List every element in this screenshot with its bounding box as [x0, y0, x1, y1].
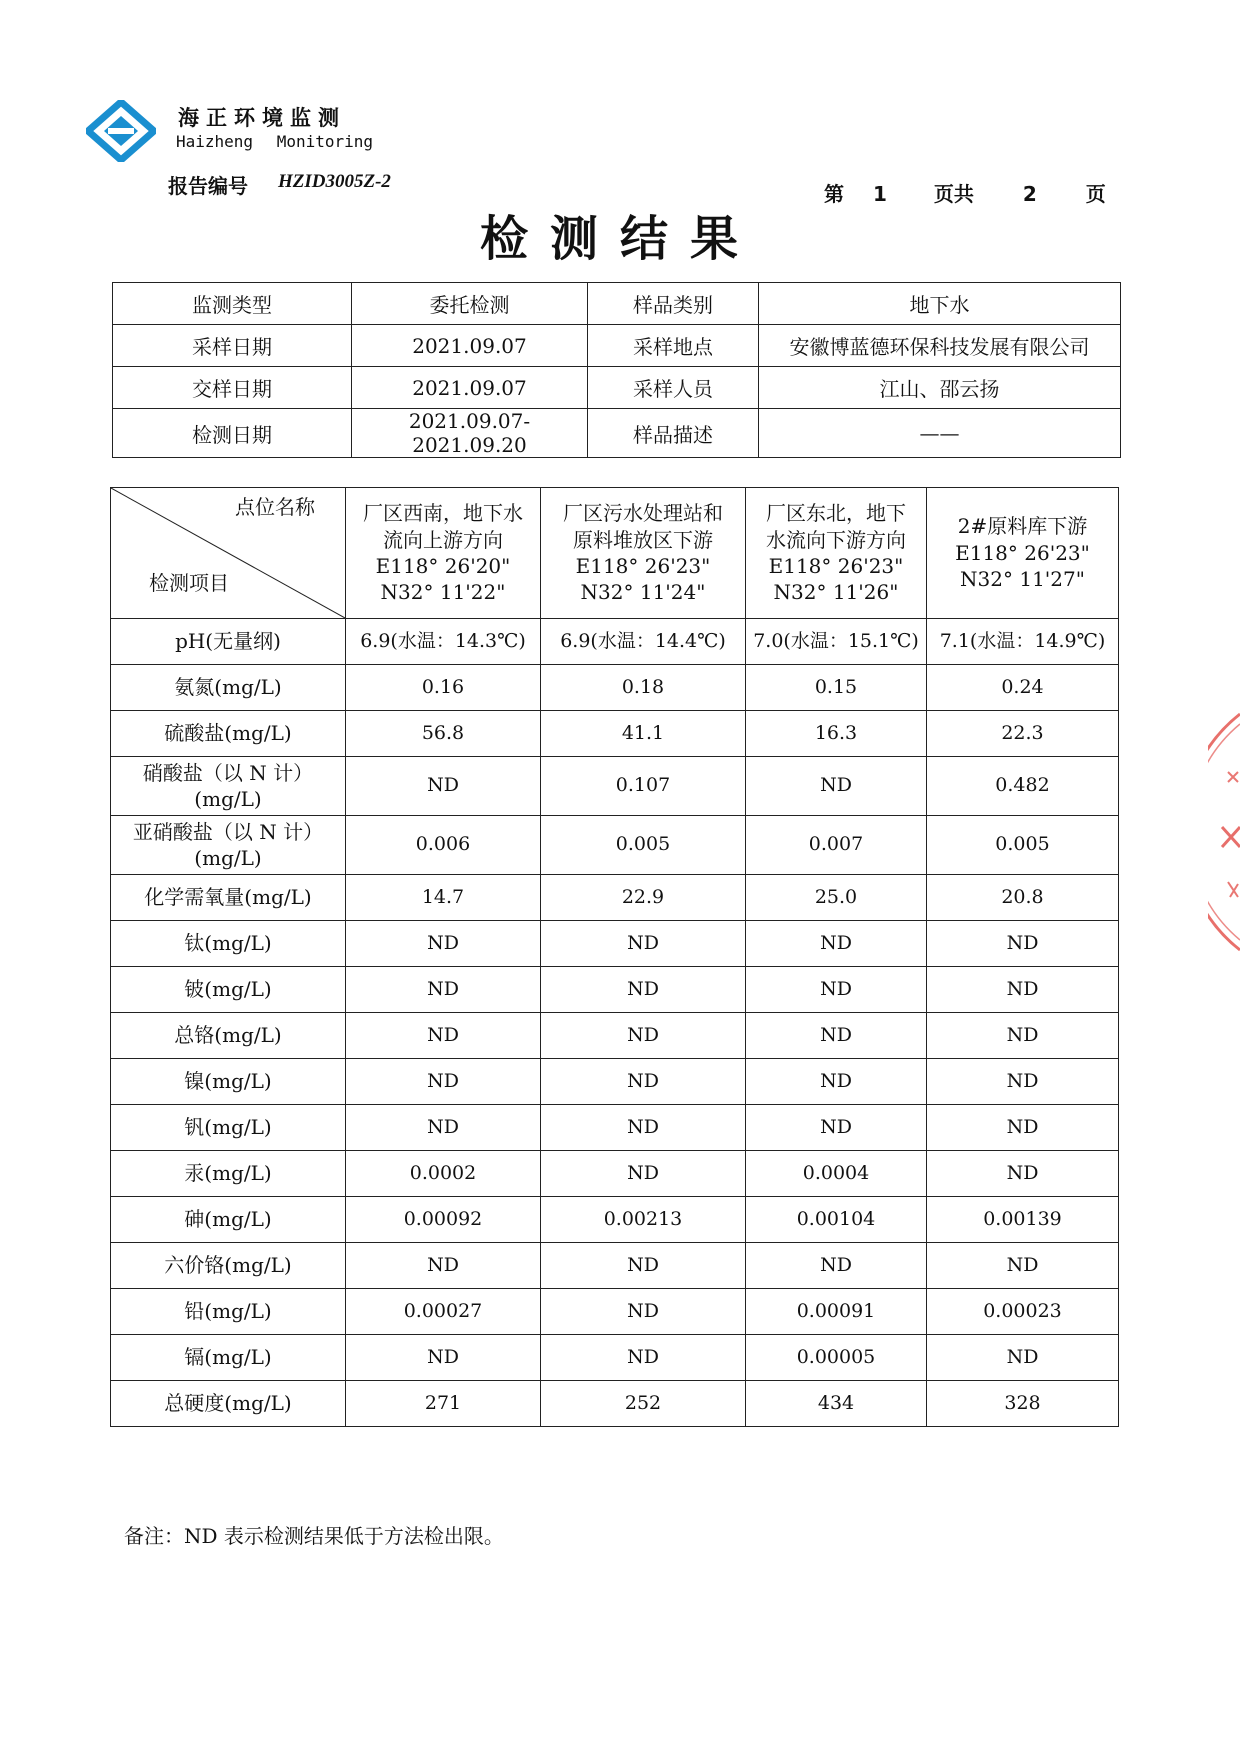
parameter-line: 化学需氧量(mg/L)	[144, 885, 312, 910]
page-current: 1	[872, 182, 887, 206]
result-value: 22.3	[927, 711, 1119, 757]
corner-cell	[111, 488, 346, 619]
result-value: ND	[346, 1059, 541, 1105]
header-line: E118° 26'23"	[955, 540, 1090, 565]
info-value: 2021.09.07	[352, 325, 588, 367]
info-value: 委托检测	[352, 283, 588, 325]
result-value: 0.15	[746, 665, 927, 711]
result-row	[111, 875, 1119, 921]
result-value: ND	[927, 1059, 1119, 1105]
result-value: ND	[346, 1013, 541, 1059]
result-row	[111, 1105, 1119, 1151]
result-value: ND	[746, 757, 927, 816]
result-row	[111, 1243, 1119, 1289]
result-row	[111, 665, 1119, 711]
info-label: 监测类型	[113, 283, 352, 325]
result-value: ND	[346, 1335, 541, 1381]
info-label: 采样人员	[588, 367, 759, 409]
result-value: ND	[927, 921, 1119, 967]
parameter-line: 铅(mg/L)	[184, 1299, 272, 1324]
result-value: 0.00104	[746, 1197, 927, 1243]
result-row	[111, 921, 1119, 967]
info-label: 检测日期	[113, 409, 352, 458]
result-value: 14.7	[346, 875, 541, 921]
company-name-cn: 海正环境监测	[178, 106, 346, 130]
result-value: 0.107	[541, 757, 746, 816]
result-row	[111, 1059, 1119, 1105]
info-label: 样品描述	[588, 409, 759, 458]
page-total: 2	[1022, 182, 1037, 206]
result-value: 0.0002	[346, 1151, 541, 1197]
parameter-name	[111, 967, 346, 1013]
result-value: ND	[346, 757, 541, 816]
parameter-line: 铍(mg/L)	[184, 977, 272, 1002]
header-line: N32° 11'26"	[773, 580, 899, 605]
result-value: 56.8	[346, 711, 541, 757]
result-value: 6.9(水温：14.4℃)	[541, 619, 746, 665]
result-value: ND	[541, 1013, 746, 1059]
column-header	[927, 488, 1119, 619]
parameter-name	[111, 1243, 346, 1289]
result-value: ND	[927, 967, 1119, 1013]
info-value: 安徽博蓝德环保科技发展有限公司	[759, 325, 1121, 367]
result-value: ND	[541, 1289, 746, 1335]
parameter-name	[111, 816, 346, 875]
header-line: 厂区东北，地下	[766, 501, 906, 526]
parameter-line: 亚硝酸盐（以 N 计）	[132, 819, 324, 844]
info-row	[113, 367, 1121, 409]
parameter-line: 总铬(mg/L)	[174, 1023, 282, 1048]
result-value: ND	[346, 1243, 541, 1289]
result-value: ND	[746, 967, 927, 1013]
header-line: 原料堆放区下游	[573, 527, 713, 552]
parameter-name	[111, 1381, 346, 1427]
parameter-line: 镍(mg/L)	[184, 1069, 272, 1094]
header-line: E118° 26'23"	[768, 554, 904, 578]
result-value: 22.9	[541, 875, 746, 921]
result-value: ND	[346, 1105, 541, 1151]
header-line: 厂区污水处理站和	[563, 501, 723, 526]
header-line: 厂区西南，地下水	[363, 501, 523, 526]
sample-info-table	[112, 282, 1121, 458]
parameter-name	[111, 619, 346, 665]
result-row	[111, 757, 1119, 816]
column-header	[541, 488, 746, 619]
red-seal-stamp	[1208, 712, 1240, 952]
info-value: 2021.09.07-2021.09.20	[352, 409, 588, 458]
parameter-line: 钒(mg/L)	[184, 1115, 272, 1140]
info-value: 地下水	[759, 283, 1121, 325]
info-label: 交样日期	[113, 367, 352, 409]
results-table	[110, 487, 1119, 1427]
result-row	[111, 619, 1119, 665]
result-row	[111, 1013, 1119, 1059]
parameter-name	[111, 875, 346, 921]
result-value: ND	[541, 1059, 746, 1105]
header-line: N32° 11'27"	[960, 567, 1085, 592]
result-value: ND	[541, 1105, 746, 1151]
result-value: ND	[927, 1151, 1119, 1197]
info-row	[113, 325, 1121, 367]
parameter-line: 氨氮(mg/L)	[174, 675, 282, 700]
parameter-line: 硝酸盐（以 N 计）	[142, 760, 314, 785]
result-value: 0.18	[541, 665, 746, 711]
result-value: ND	[541, 1151, 746, 1197]
parameter-line: (mg/L)	[194, 787, 262, 811]
info-label: 采样地点	[588, 325, 759, 367]
result-value: 0.00139	[927, 1197, 1119, 1243]
report-number-label: 报告编号	[168, 174, 248, 198]
result-row	[111, 1381, 1119, 1427]
result-value: 0.24	[927, 665, 1119, 711]
result-value: ND	[927, 1105, 1119, 1151]
info-value: 2021.09.07	[352, 367, 588, 409]
column-header	[746, 488, 927, 619]
result-value: ND	[346, 967, 541, 1013]
info-label: 采样日期	[113, 325, 352, 367]
stamp-icon	[1208, 712, 1240, 952]
result-value: 0.005	[927, 816, 1119, 875]
parameter-line: 硫酸盐(mg/L)	[164, 721, 292, 746]
result-value: ND	[541, 1335, 746, 1381]
page-mid: 页共	[933, 182, 974, 206]
result-value: 0.482	[927, 757, 1119, 816]
header-line: N32° 11'24"	[580, 580, 706, 605]
result-value: 0.16	[346, 665, 541, 711]
result-value: 0.00092	[346, 1197, 541, 1243]
parameter-name	[111, 711, 346, 757]
result-value: ND	[927, 1335, 1119, 1381]
result-value: 16.3	[746, 711, 927, 757]
result-row	[111, 1289, 1119, 1335]
result-value: 271	[346, 1381, 541, 1427]
header-line: E118° 26'23"	[575, 554, 711, 578]
header-line: 流向上游方向	[383, 527, 503, 552]
corner-top-label: 点位名称	[235, 495, 315, 519]
result-value: ND	[746, 1243, 927, 1289]
result-value: ND	[746, 1013, 927, 1059]
result-value: ND	[541, 967, 746, 1013]
result-row	[111, 1151, 1119, 1197]
result-value: 0.00091	[746, 1289, 927, 1335]
parameter-line: 镉(mg/L)	[184, 1345, 272, 1370]
parameter-name	[111, 1105, 346, 1151]
header-line: 2#原料库下游	[957, 514, 1088, 539]
page-suffix: 页	[1085, 182, 1106, 206]
info-row	[113, 283, 1121, 325]
footnote: 备注：ND 表示检测结果低于方法检出限。	[124, 1524, 504, 1548]
company-logo	[86, 100, 156, 162]
result-value: ND	[927, 1243, 1119, 1289]
result-row	[111, 1197, 1119, 1243]
column-header	[346, 488, 541, 619]
result-value: ND	[541, 1243, 746, 1289]
result-value: 252	[541, 1381, 746, 1427]
result-value: 7.1(水温：14.9℃)	[927, 619, 1119, 665]
header-line: E118° 26'20"	[375, 554, 511, 578]
result-value: 0.00023	[927, 1289, 1119, 1335]
parameter-name	[111, 1335, 346, 1381]
parameter-line: 砷(mg/L)	[184, 1207, 272, 1232]
parameter-name	[111, 1151, 346, 1197]
parameter-line: 总硬度(mg/L)	[164, 1391, 292, 1416]
logo-icon	[86, 100, 156, 162]
result-row	[111, 711, 1119, 757]
parameter-line: pH(无量纲)	[175, 629, 281, 654]
result-row	[111, 967, 1119, 1013]
company-name-en: Haizheng Monitoring	[176, 132, 374, 151]
parameter-line: 汞(mg/L)	[184, 1161, 272, 1186]
parameter-line: (mg/L)	[194, 846, 262, 870]
info-label: 样品类别	[588, 283, 759, 325]
page-prefix: 第	[824, 182, 844, 206]
result-value: 0.005	[541, 816, 746, 875]
result-value: 41.1	[541, 711, 746, 757]
result-value: ND	[927, 1013, 1119, 1059]
result-value: 20.8	[927, 875, 1119, 921]
info-value: ——	[759, 409, 1121, 458]
header-line: N32° 11'22"	[380, 580, 506, 605]
result-value: 0.007	[746, 816, 927, 875]
result-value: 0.00213	[541, 1197, 746, 1243]
result-value: ND	[746, 1105, 927, 1151]
result-value: 25.0	[746, 875, 927, 921]
result-value: 0.00005	[746, 1335, 927, 1381]
result-value: ND	[746, 921, 927, 967]
result-value: 434	[746, 1381, 927, 1427]
result-value: ND	[746, 1059, 927, 1105]
parameter-name	[111, 1059, 346, 1105]
page-title: 检测结果	[479, 211, 760, 267]
parameter-name	[111, 1289, 346, 1335]
result-value: 0.00027	[346, 1289, 541, 1335]
result-row	[111, 816, 1119, 875]
info-value: 江山、邵云扬	[759, 367, 1121, 409]
corner-bottom-label: 检测项目	[149, 570, 229, 595]
result-value: 6.9(水温：14.3℃)	[346, 619, 541, 665]
parameter-name	[111, 921, 346, 967]
result-value: 328	[927, 1381, 1119, 1427]
parameter-name	[111, 665, 346, 711]
parameter-line: 六价铬(mg/L)	[164, 1253, 292, 1278]
result-value: 0.006	[346, 816, 541, 875]
result-row	[111, 1335, 1119, 1381]
parameter-name	[111, 757, 346, 816]
parameter-line: 钛(mg/L)	[184, 931, 272, 956]
parameter-name	[111, 1013, 346, 1059]
info-row	[113, 409, 1121, 458]
header-line: 水流向下游方向	[766, 527, 906, 552]
report-number: HZID3005Z-2	[278, 171, 391, 192]
result-value: ND	[541, 921, 746, 967]
results-header-row	[111, 488, 1119, 619]
result-value: 7.0(水温：15.1℃)	[746, 619, 927, 665]
parameter-name	[111, 1197, 346, 1243]
result-value: 0.0004	[746, 1151, 927, 1197]
result-value: ND	[346, 921, 541, 967]
